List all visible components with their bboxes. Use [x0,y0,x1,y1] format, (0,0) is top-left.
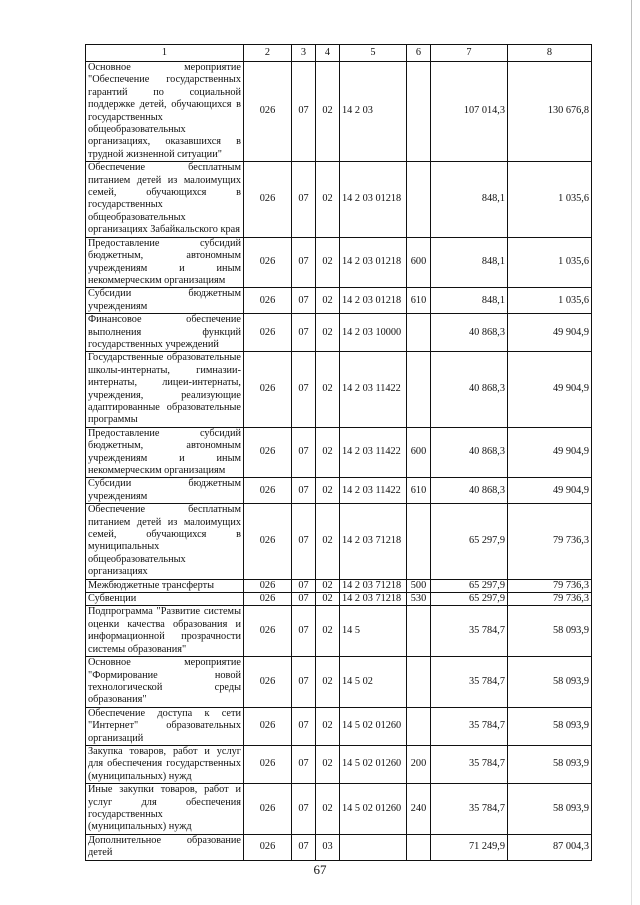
column-header: 3 [292,45,316,62]
table-row [86,62,592,162]
admin-code-cell: 026 [244,707,292,745]
subsection-cell: 02 [316,237,340,288]
subsection-cell: 02 [316,478,340,504]
amount-year-1-cell: 848,1 [431,288,508,314]
section-cell: 07 [292,834,316,860]
amount-year-1-cell: 35 784,7 [431,745,508,783]
amount-year-2-cell: 58 093,9 [508,745,592,783]
amount-year-1-cell: 40 868,3 [431,314,508,352]
row-name-cell: Подпрограмма "Развитие системы оценки качества образования и информационной прозрачности системы образования" [86,606,244,657]
row-name-cell: Иные закупки товаров, работ и услуг для обеспечения государственных (муниципальных) нужд [86,784,244,835]
table-row [86,352,592,427]
subsection-cell: 02 [316,314,340,352]
scan-page-edge [631,0,632,905]
admin-code-cell: 026 [244,352,292,427]
row-name-cell: Закупка товаров, работ и услуг для обеспечения государственных (муниципальных) нужд [86,745,244,783]
table-row [86,834,592,860]
amount-year-1-cell: 65 297,9 [431,504,508,579]
amount-year-1-cell: 65 297,9 [431,579,508,592]
amount-year-2-cell: 58 093,9 [508,657,592,708]
expense-type-cell: 600 [407,427,431,478]
amount-year-1-cell: 40 868,3 [431,427,508,478]
table-row [86,593,592,606]
row-name-cell: Субсидии бюджетным учреждениям [86,288,244,314]
section-cell: 07 [292,745,316,783]
admin-code-cell: 026 [244,745,292,783]
target-article-cell: 14 2 03 [340,62,407,162]
table-row [86,707,592,745]
expense-type-cell: 530 [407,593,431,606]
expense-type-cell [407,352,431,427]
amount-year-2-cell: 130 676,8 [508,62,592,162]
admin-code-cell: 026 [244,314,292,352]
row-name-cell: Государственные образовательные школы-интернаты, гимназии-интернаты, лицеи-интернаты, учреждения, реализующие адаптированные образовательные программы [86,352,244,427]
admin-code-cell: 026 [244,62,292,162]
amount-year-1-cell: 40 868,3 [431,478,508,504]
table-header-row [86,45,592,62]
budget-table [85,44,592,861]
table-row [86,657,592,708]
subsection-cell: 02 [316,162,340,237]
row-name-cell: Предоставление субсидий бюджетным, автономным учреждениям и иным некоммерческим организациям [86,427,244,478]
target-article-cell: 14 5 02 01260 [340,707,407,745]
subsection-cell: 02 [316,62,340,162]
amount-year-1-cell: 35 784,7 [431,707,508,745]
target-article-cell: 14 5 02 [340,657,407,708]
amount-year-2-cell: 79 736,3 [508,593,592,606]
row-name-cell: Финансовое обеспечение выполнения функций государственных учреждений [86,314,244,352]
section-cell: 07 [292,606,316,657]
amount-year-1-cell: 848,1 [431,237,508,288]
section-cell: 07 [292,579,316,592]
row-name-cell: Предоставление субсидий бюджетным, автономным учреждениям и иным некоммерческим организациям [86,237,244,288]
subsection-cell: 03 [316,834,340,860]
admin-code-cell: 026 [244,784,292,835]
section-cell: 07 [292,314,316,352]
subsection-cell: 02 [316,707,340,745]
table-row [86,745,592,783]
expense-type-cell [407,162,431,237]
expense-type-cell [407,314,431,352]
expense-type-cell: 600 [407,237,431,288]
subsection-cell: 02 [316,745,340,783]
expense-type-cell [407,834,431,860]
admin-code-cell: 026 [244,162,292,237]
target-article-cell: 14 5 02 01260 [340,745,407,783]
column-header: 1 [86,45,244,62]
subsection-cell: 02 [316,606,340,657]
amount-year-2-cell: 49 904,9 [508,478,592,504]
expense-type-cell [407,606,431,657]
amount-year-1-cell: 848,1 [431,162,508,237]
amount-year-2-cell: 87 004,3 [508,834,592,860]
amount-year-2-cell: 49 904,9 [508,314,592,352]
table-row [86,427,592,478]
section-cell: 07 [292,352,316,427]
target-article-cell: 14 2 03 11422 [340,352,407,427]
subsection-cell: 02 [316,288,340,314]
table-row [86,504,592,579]
expense-type-cell: 610 [407,478,431,504]
target-article-cell: 14 2 03 11422 [340,478,407,504]
expense-type-cell [407,707,431,745]
expense-type-cell: 240 [407,784,431,835]
subsection-cell: 02 [316,784,340,835]
subsection-cell: 02 [316,427,340,478]
section-cell: 07 [292,657,316,708]
section-cell: 07 [292,427,316,478]
section-cell: 07 [292,62,316,162]
target-article-cell: 14 2 03 11422 [340,427,407,478]
amount-year-2-cell: 1 035,6 [508,288,592,314]
admin-code-cell: 026 [244,657,292,708]
subsection-cell: 02 [316,657,340,708]
admin-code-cell: 026 [244,579,292,592]
admin-code-cell: 026 [244,606,292,657]
section-cell: 07 [292,504,316,579]
admin-code-cell: 026 [244,834,292,860]
table-row [86,288,592,314]
expense-type-cell: 610 [407,288,431,314]
amount-year-2-cell: 1 035,6 [508,237,592,288]
row-name-cell: Основное мероприятие "Формирование новой технологической среды образования" [86,657,244,708]
amount-year-2-cell: 1 035,6 [508,162,592,237]
amount-year-1-cell: 107 014,3 [431,62,508,162]
table-row [86,237,592,288]
subsection-cell: 02 [316,593,340,606]
amount-year-2-cell: 79 736,3 [508,579,592,592]
amount-year-1-cell: 40 868,3 [431,352,508,427]
subsection-cell: 02 [316,504,340,579]
row-name-cell: Обеспечение бесплатным питанием детей из малоимущих семей, обучающихся в муниципальных общеобразовательных организациях [86,504,244,579]
amount-year-2-cell: 49 904,9 [508,352,592,427]
column-header: 5 [340,45,407,62]
page-number: 67 [313,862,327,877]
amount-year-2-cell: 58 093,9 [508,707,592,745]
target-article-cell: 14 2 03 01218 [340,288,407,314]
target-article-cell: 14 2 03 71218 [340,579,407,592]
column-header: 8 [508,45,592,62]
amount-year-1-cell: 35 784,7 [431,784,508,835]
expense-type-cell [407,62,431,162]
target-article-cell: 14 2 03 71218 [340,593,407,606]
section-cell: 07 [292,288,316,314]
target-article-cell: 14 2 03 01218 [340,162,407,237]
admin-code-cell: 026 [244,237,292,288]
target-article-cell: 14 2 03 01218 [340,237,407,288]
row-name-cell: Субсидии бюджетным учреждениям [86,478,244,504]
section-cell: 07 [292,784,316,835]
amount-year-2-cell: 58 093,9 [508,784,592,835]
row-name-cell: Обеспечение доступа к сети "Интернет" образовательных организаций [86,707,244,745]
expense-type-cell [407,504,431,579]
admin-code-cell: 026 [244,593,292,606]
table-row [86,478,592,504]
section-cell: 07 [292,707,316,745]
section-cell: 07 [292,478,316,504]
target-article-cell: 14 5 [340,606,407,657]
section-cell: 07 [292,237,316,288]
table-row [86,314,592,352]
target-article-cell: 14 2 03 71218 [340,504,407,579]
expense-type-cell: 200 [407,745,431,783]
amount-year-1-cell: 35 784,7 [431,657,508,708]
amount-year-1-cell: 65 297,9 [431,593,508,606]
admin-code-cell: 026 [244,478,292,504]
admin-code-cell: 026 [244,288,292,314]
amount-year-1-cell: 71 249,9 [431,834,508,860]
table-row [86,606,592,657]
column-header: 6 [407,45,431,62]
subsection-cell: 02 [316,352,340,427]
target-article-cell: 14 2 03 10000 [340,314,407,352]
column-header: 2 [244,45,292,62]
expense-type-cell [407,657,431,708]
column-header: 4 [316,45,340,62]
expense-type-cell: 500 [407,579,431,592]
table-row [86,162,592,237]
row-name-cell: Обеспечение бесплатным питанием детей из малоимущих семей, обучающихся в государственных общеобразовательных организациях Забайкальского края [86,162,244,237]
amount-year-2-cell: 58 093,9 [508,606,592,657]
table-row [86,784,592,835]
row-name-cell: Дополнительное образование детей [86,834,244,860]
row-name-cell: Основное мероприятие "Обеспечение государственных гарантий по социальной поддержке детей, обучающихся в государственных общеобразовательных организациях, оказавшихся в трудной жизненной ситуации" [86,62,244,162]
row-name-cell: Межбюджетные трансферты [86,579,244,592]
row-name-cell: Субвенции [86,593,244,606]
amount-year-1-cell: 35 784,7 [431,606,508,657]
table-body [86,62,592,861]
table-row [86,579,592,592]
admin-code-cell: 026 [244,504,292,579]
amount-year-2-cell: 79 736,3 [508,504,592,579]
target-article-cell: 14 5 02 01260 [340,784,407,835]
admin-code-cell: 026 [244,427,292,478]
target-article-cell [340,834,407,860]
section-cell: 07 [292,162,316,237]
column-header: 7 [431,45,508,62]
amount-year-2-cell: 49 904,9 [508,427,592,478]
section-cell: 07 [292,593,316,606]
subsection-cell: 02 [316,579,340,592]
